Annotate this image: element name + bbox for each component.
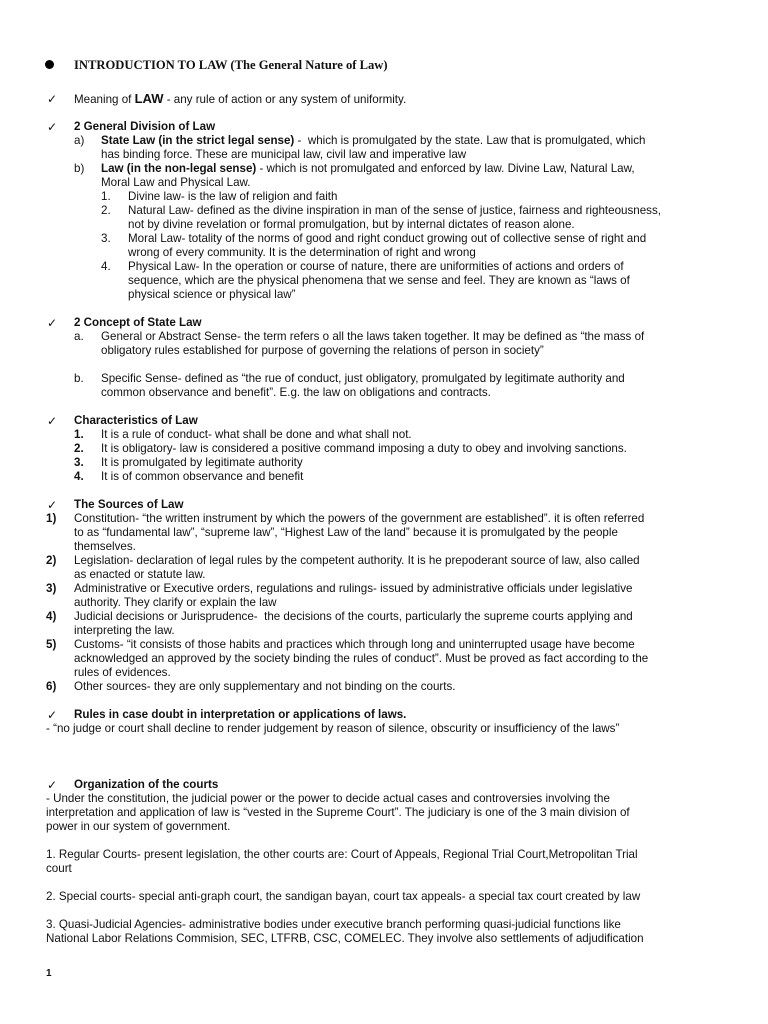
item-number: 2) (46, 554, 57, 567)
list-item: interpreting the law. (74, 624, 175, 637)
item-label: a. (74, 330, 84, 343)
item-number: 4) (46, 610, 57, 623)
list-item: Judicial decisions or Jurisprudence- the decisions of the courts, particularly the supreme courts applying and (74, 610, 633, 623)
list-item: Customs- “it consists of those habits and practices which through long and uninterrupted usage have become (74, 638, 635, 651)
paragraph: - Under the constitution, the judicial power or the power to decide actual cases and controversies involving the (46, 792, 610, 805)
item-label: b) (74, 162, 85, 175)
list-item: It is a rule of conduct- what shall be done and what shall not. (101, 428, 412, 441)
list-item: obligatory rules established for purpose of governing the relations of person in society” (101, 344, 544, 357)
list-item: themselves. (74, 540, 136, 553)
list-item: It is promulgated by legitimate authority (101, 456, 303, 469)
paragraph: interpretation and application of law is “vested in the Supreme Court”. The judiciary is one of the 3 main division of (46, 806, 630, 819)
list-item: It is of common observance and benefit (101, 470, 304, 483)
item-label: a) (74, 134, 85, 147)
list-item: Physical Law- In the operation or course of nature, there are uniformities of actions and orders of (128, 260, 624, 273)
checkmark-icon: ✓ (47, 120, 58, 134)
list-item: rules of evidences. (74, 666, 171, 679)
checkmark-icon: ✓ (47, 92, 58, 106)
section-heading-division: 2 General Division of Law (74, 120, 216, 133)
list-item: Administrative or Executive orders, regulations and rulings- issued by administrative officials under legislative (74, 582, 633, 595)
paragraph: 1. Regular Courts- present legislation, the other courts are: Court of Appeals, Regional Trial Court,Metropolitan Trial (46, 848, 638, 861)
section-heading-characteristics: Characteristics of Law (74, 414, 198, 427)
paragraph: National Labor Relations Commision, SEC, LTFRB, CSC, COMELEC. They involve also settlements of adjudification (46, 932, 644, 945)
section-heading-courts: Organization of the courts (74, 778, 219, 791)
list-item: General or Abstract Sense- the term refers o all the laws taken together. It may be defined as “the mass of (101, 330, 645, 343)
meaning-line: Meaning of LAW - any rule of action or any system of uniformity. (74, 91, 407, 106)
list-item: It is obligatory- law is considered a positive command imposing a duty to obey and involving sanctions. (101, 442, 627, 455)
section-heading-sources: The Sources of Law (74, 498, 184, 511)
non-legal-law-line: Law (in the non-legal sense) - which is not promulgated and enforced by law. Divine Law, Natural Law, (101, 162, 635, 175)
bullet-icon (45, 60, 54, 69)
item-number: 1. (74, 428, 84, 441)
list-item: Legislation- declaration of legal rules by the competent authority. It is he prepoderant source of law, also called (74, 554, 640, 567)
list-item: not by divine revelation or formal promulgation, but by internal dictates of reason alone. (128, 218, 575, 231)
state-law-line: State Law (in the strict legal sense) - which is promulgated by the state. Law that is promulgated, which (101, 134, 646, 147)
item-number: 1) (46, 512, 57, 525)
checkmark-icon: ✓ (47, 498, 58, 512)
item-number: 3. (101, 232, 111, 245)
item-number: 2. (101, 204, 111, 217)
item-number: 5) (46, 638, 57, 651)
checkmark-icon: ✓ (47, 414, 58, 428)
list-item: acknowledged an approved by the society binding the rules of conduct”. Must be proved as fact according to the (74, 652, 649, 665)
non-legal-law-line: Moral Law and Physical Law. (101, 176, 251, 189)
list-item: sequence, which are the physical phenomena that we sense and feel. They are known as “laws of (128, 274, 630, 287)
list-item: Other sources- they are only supplementary and not binding on the courts. (74, 680, 456, 693)
item-number: 4. (101, 260, 111, 273)
list-item: Moral Law- totality of the norms of good and right conduct growing out of collective sense of right and (128, 232, 647, 245)
paragraph: 2. Special courts- special anti-graph court, the sandigan bayan, court tax appeals- a special tax court created by law (46, 890, 641, 903)
list-item: common observance and benefit”. E.g. the law on obligations and contracts. (101, 386, 491, 399)
state-law-line: has binding force. These are municipal law, civil law and imperative law (101, 148, 467, 161)
item-number: 3. (74, 456, 84, 469)
list-item: as enacted or statute law. (74, 568, 206, 581)
document-title: INTRODUCTION TO LAW (The General Nature of Law) (74, 58, 388, 72)
paragraph: power in our system of government. (46, 820, 231, 833)
paragraph: court (46, 862, 72, 875)
section-heading-concept: 2 Concept of State Law (74, 316, 202, 329)
checkmark-icon: ✓ (47, 708, 58, 722)
page-number: 1 (46, 968, 52, 979)
list-item: Natural Law- defined as the divine inspiration in man of the sense of justice, fairness and righteousness, (128, 204, 661, 217)
list-item: Constitution- “the written instrument by which the powers of the government are established”. it is often referred (74, 512, 645, 525)
list-item: to as “fundamental law”, “supreme law”, “Highest Law of the land” because it is promulgated by the people (74, 526, 618, 539)
item-number: 1. (101, 190, 111, 203)
checkmark-icon: ✓ (47, 316, 58, 330)
item-number: 3) (46, 582, 57, 595)
list-item: authority. They clarify or explain the law (74, 596, 277, 609)
list-item: wrong of every community. It is the determination of right and wrong (128, 246, 476, 259)
item-number: 4. (74, 470, 84, 483)
list-item: Divine law- is the law of religion and faith (128, 190, 338, 203)
paragraph: 3. Quasi-Judicial Agencies- administrative bodies under executive branch performing quasi-judicial functions like (46, 918, 621, 931)
paragraph: - “no judge or court shall decline to render judgement by reason of silence, obscurity or insufficiency of the laws” (46, 722, 620, 735)
list-item: Specific Sense- defined as “the rue of conduct, just obligatory, promulgated by legitimate authority and (101, 372, 625, 385)
checkmark-icon: ✓ (47, 778, 58, 792)
item-label: b. (74, 372, 84, 385)
item-number: 2. (74, 442, 84, 455)
section-heading-rules: Rules in case doubt in interpretation or applications of laws. (74, 708, 407, 721)
item-number: 6) (46, 680, 57, 693)
list-item: physical science or physical law” (128, 288, 296, 301)
